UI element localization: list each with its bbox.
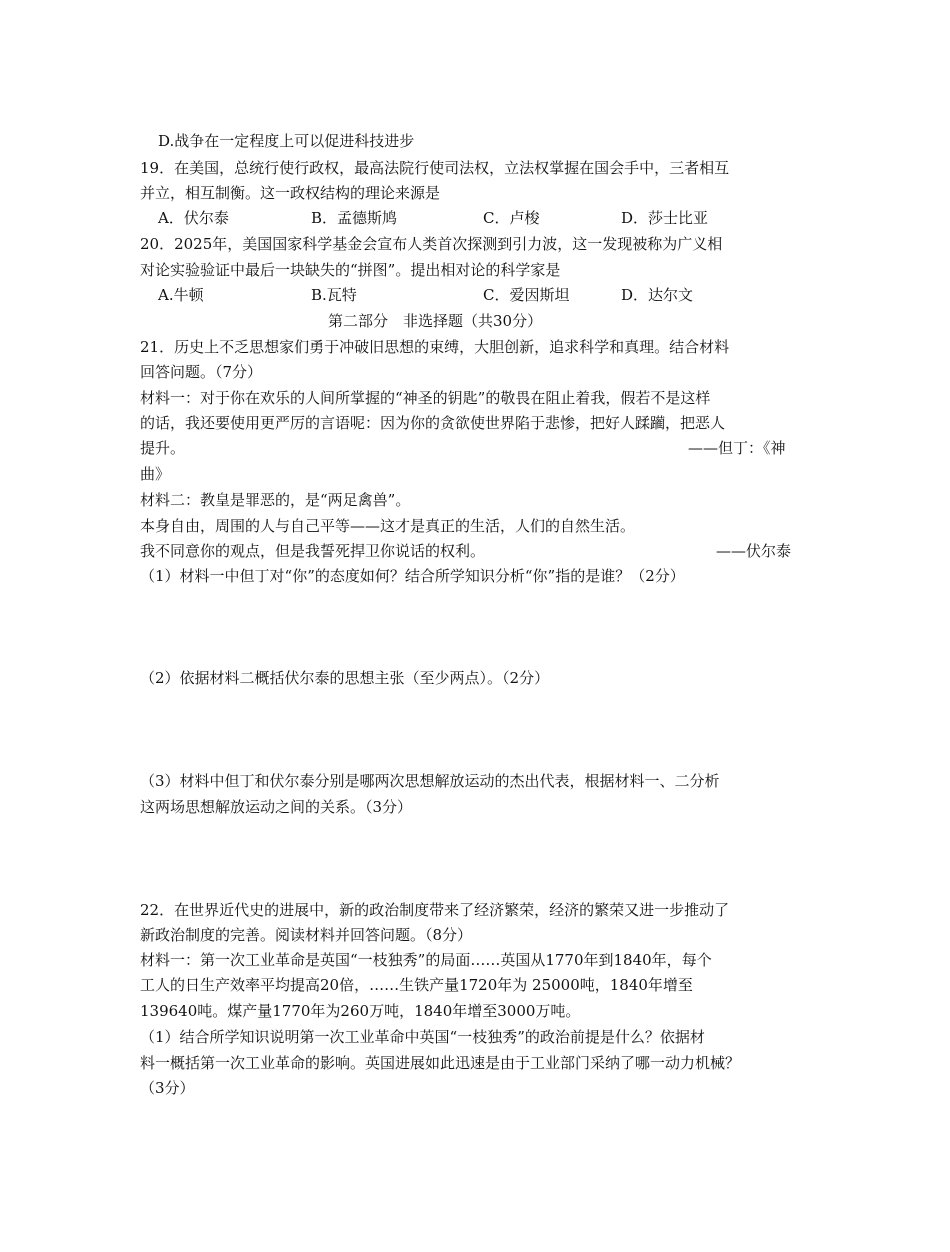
q20-stem-line2: 对论实验验证中最后一块缺失的“拼图”。提出相对论的科学家是: [140, 261, 561, 279]
q21-material1-source: ——但丁：《神: [688, 439, 786, 457]
q21-material1-line1: 材料一：对于你在欢乐的人间所掌握的“神圣的钥匙”的敬畏在阻止着我，假若不是这样: [140, 389, 711, 407]
q21-sub-question-2: （2）依据材料二概括伏尔泰的思想主张（至少两点）。（2分）: [140, 669, 550, 687]
q21-stem-line1: 21．历史上不乏思想家们勇于冲破旧思想的束缚，大胆创新，追求科学和真理。结合材料: [140, 338, 730, 356]
q18-option-d: D.战争在一定程度上可以促进科技进步: [158, 132, 415, 150]
q21-stem-line2: 回答问题。（7分）: [140, 363, 263, 381]
q22-material1-line3: 139640吨。煤产量1770年为260万吨，1840年增至3000万吨。: [140, 1002, 581, 1020]
q21-material1-line2: 的话，我还要使用更严厉的言语呢：因为你的贪欲使世界陷于悲惨，把好人蹂躏，把恶人: [140, 414, 726, 432]
q19-stem-line2: 并立，相互制衡。这一政权结构的理论来源是: [140, 184, 441, 202]
q20-stem-line1: 20．2025年，美国国家科学基金会宣布人类首次探测到引力波，这一发现被称为广义相: [140, 235, 723, 253]
q21-material1-source-cont: 曲》: [140, 465, 171, 483]
q22-material1-line1: 材料一：第一次工业革命是英国“一枝独秀”的局面……英国从1770年到1840年，每个: [140, 951, 712, 969]
q21-sub-question-3-line2: 这两场思想解放运动之间的关系。（3分）: [140, 798, 413, 816]
q20-option-b: B.瓦特: [311, 286, 357, 304]
q22-sub-question-1-line1: （1）结合所学知识说明第一次工业革命中英国“一枝独秀”的政治前提是什么？依据材: [140, 1028, 705, 1046]
q22-material1-line2: 工人的日生产效率平均提高20倍，……生铁产量1720年为 25000吨，1840年增至: [140, 976, 693, 994]
q21-material2-line1: 材料二：教皇是罪恶的，是“两足禽兽”。: [140, 491, 411, 509]
q19-option-a: A．伏尔泰: [158, 209, 229, 227]
q21-material2-line3: 我不同意你的观点，但是我誓死捍卫你说话的权利。: [140, 542, 486, 560]
q20-option-d: D．达尔文: [621, 286, 694, 304]
section2-title: 第二部分 非选择题（共30分）: [328, 312, 543, 330]
q22-sub-question-1-line3: （3分）: [140, 1079, 195, 1097]
q20-option-c: C．爱因斯坦: [483, 286, 570, 304]
q22-stem-line1: 22．在世界近代史的进展中，新的政治制度带来了经济繁荣，经济的繁荣又进一步推动了: [140, 901, 730, 919]
q21-sub-question-3-line1: （3）材料中但丁和伏尔泰分别是哪两次思想解放运动的杰出代表，根据材料一、二分析: [140, 772, 720, 790]
q21-material2-line2: 本身自由，周围的人与自己平等——这才是真正的生活，人们的自然生活。: [140, 517, 636, 535]
q22-stem-line2: 新政治制度的完善。阅读材料并回答问题。（8分）: [140, 926, 473, 944]
q21-material1-line3: 提升。: [140, 439, 186, 457]
q19-option-c: C．卢梭: [483, 209, 540, 227]
q21-material2-source: ——伏尔泰: [716, 542, 792, 560]
q20-option-a: A.牛顿: [158, 286, 204, 304]
q19-option-d: D．莎士比亚: [621, 209, 709, 227]
q19-stem-line1: 19．在美国，总统行使行政权，最高法院行使司法权，立法权掌握在国会手中，三者相互: [140, 159, 730, 177]
q22-sub-question-1-line2: 料一概括第一次工业革命的影响。英国进展如此迅速是由于工业部门采纳了哪一动力机械？: [140, 1054, 741, 1072]
q19-option-b: B．孟德斯鸠: [311, 209, 398, 227]
q21-sub-question-1: （1）材料一中但丁对“你”的态度如何？结合所学知识分析“你”指的是谁？（2分）: [140, 567, 685, 585]
